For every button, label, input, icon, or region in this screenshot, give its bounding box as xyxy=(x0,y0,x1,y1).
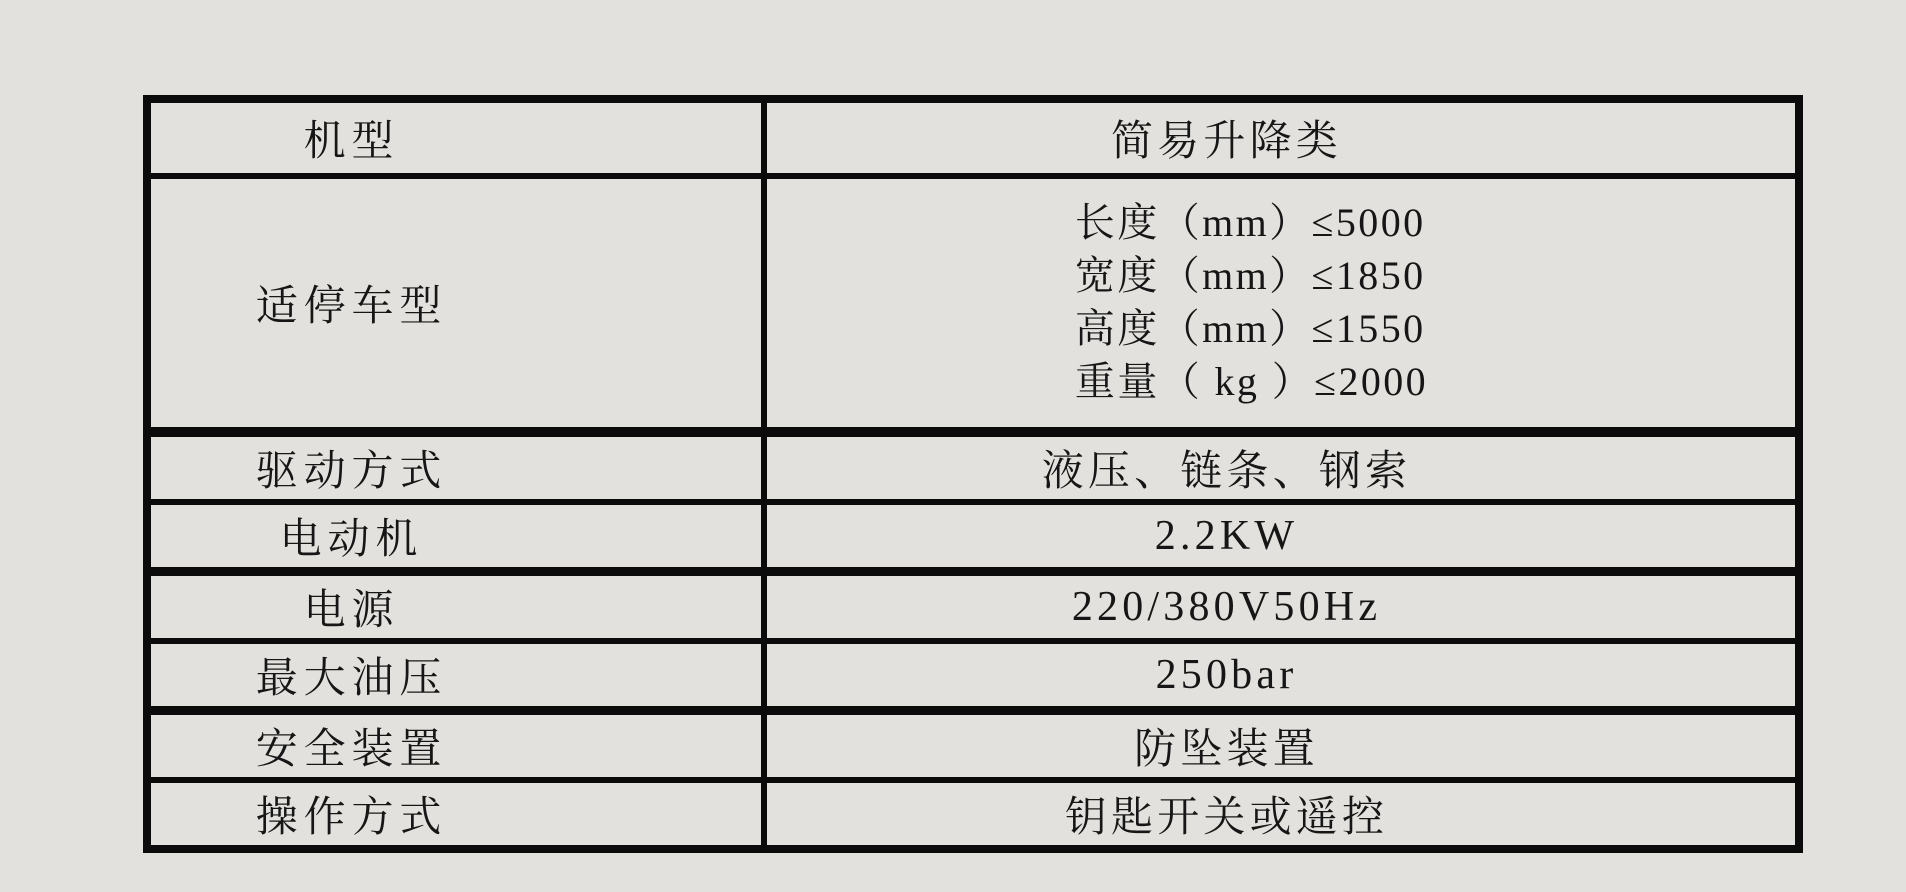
row-label-vehicle-type: 适停车型 xyxy=(147,176,764,432)
row-label-max-oil-pressure: 最大油压 xyxy=(147,641,764,711)
spec-line-width: 宽度（mm）≤1850 xyxy=(1074,253,1426,299)
row-value-machine-type: 简易升降类 xyxy=(764,99,1799,176)
table-row xyxy=(147,641,1799,711)
row-value-power-supply: 220/380V50Hz xyxy=(764,572,1799,642)
table-row xyxy=(147,780,1799,849)
table-row xyxy=(147,432,1799,502)
row-value-motor: 2.2KW xyxy=(764,502,1799,572)
row-value-vehicle-type xyxy=(764,176,1799,432)
row-label-power-supply: 电源 xyxy=(147,572,764,642)
spec-line-length: 长度（mm）≤5000 xyxy=(1074,200,1426,246)
row-label-drive-mode: 驱动方式 xyxy=(147,432,764,502)
table-row xyxy=(147,711,1799,781)
table-row xyxy=(147,99,1799,176)
table-row xyxy=(147,176,1799,432)
row-value-drive-mode: 液压、链条、钢索 xyxy=(764,432,1799,502)
row-value-safety-device: 防坠装置 xyxy=(764,711,1799,781)
spec-table xyxy=(143,95,1803,853)
vehicle-spec-block xyxy=(1075,197,1428,408)
row-label-motor: 电动机 xyxy=(147,502,764,572)
table-row xyxy=(147,572,1799,642)
table-row xyxy=(147,502,1799,572)
row-value-max-oil-pressure: 250bar xyxy=(764,641,1799,711)
row-label-machine-type: 机型 xyxy=(147,99,764,176)
spec-table-container xyxy=(143,95,1803,853)
row-label-safety-device: 安全装置 xyxy=(147,711,764,781)
row-label-operation-mode: 操作方式 xyxy=(147,780,764,849)
row-value-operation-mode: 钥匙开关或遥控 xyxy=(764,780,1799,849)
spec-line-weight: 重量（ kg ）≤2000 xyxy=(1074,358,1429,404)
spec-line-height: 高度（mm）≤1550 xyxy=(1074,306,1426,351)
